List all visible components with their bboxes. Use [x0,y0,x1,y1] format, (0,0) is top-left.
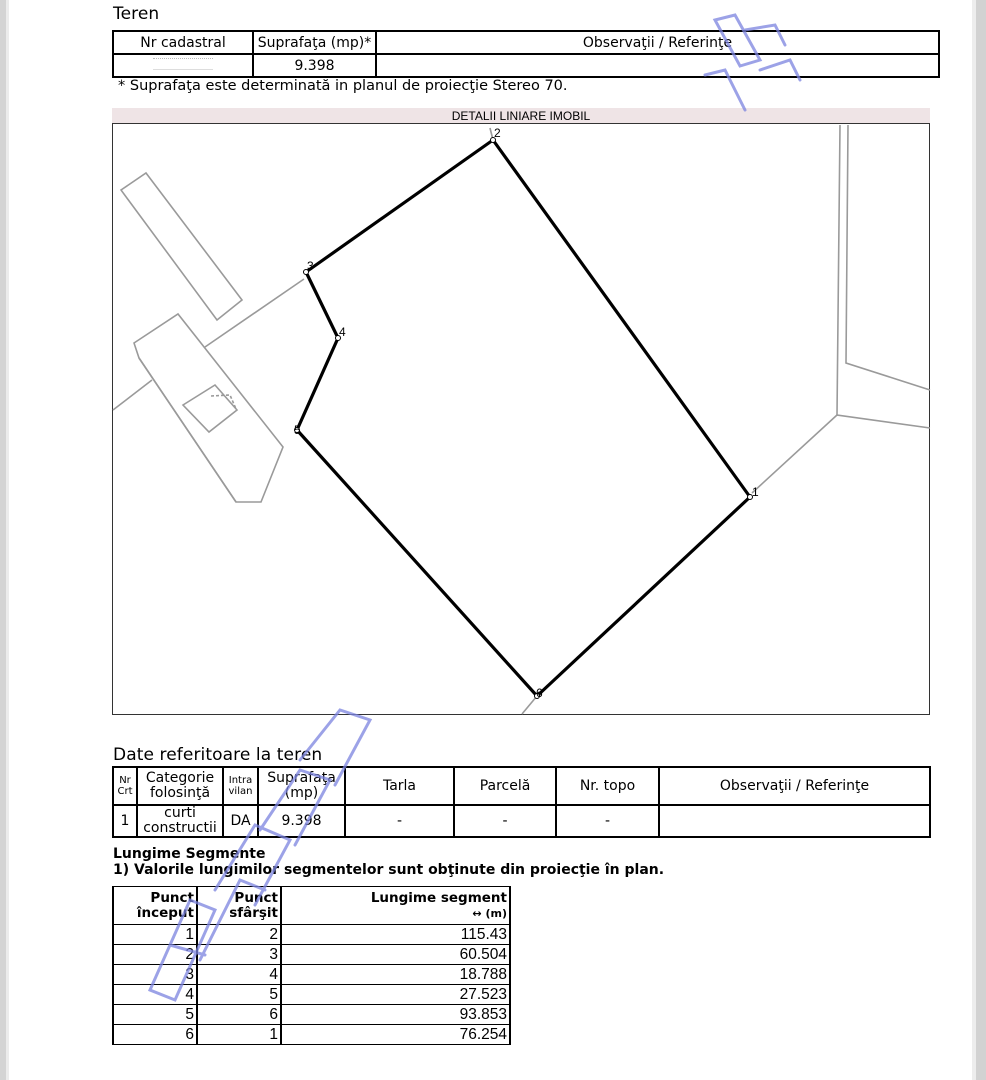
cell-intravilan: DA [223,805,258,837]
cell-categorie: curti constructii [137,805,223,837]
header-tarla: Tarla [345,767,454,805]
segment-lengths-table [112,886,511,1045]
point-label-2: 2 [494,126,501,140]
header-punct-inceput: Punct început [113,887,197,925]
cell-nr-crt: 1 [113,805,137,837]
point-label-1: 1 [752,485,759,499]
cell-suprafata: 9.398 [258,805,345,837]
header-lungime-segment: Lungime segment ↔ (m) [281,887,510,925]
header-nr-cadastral: Nr cadastral [113,31,253,54]
header-intravilan: Intra vilan [223,767,258,805]
header-observatii: Observaţii / Referinţe [376,31,939,54]
table-row: 2 3 60.504 [113,945,510,965]
header-suprafata: Suprafaţa (mp) [258,767,345,805]
header-nr-crt: Nr Crt [113,767,137,805]
table-row: 3 4 18.788 [113,965,510,985]
section-title-lungime-segmente: Lungime Segmente [113,846,266,862]
header-categorie: Categorie folosinţă [137,767,223,805]
segment-note: 1) Valorile lungimilor segmentelor sunt obţinute din proiecţie în plan. [113,862,665,878]
header-nr-topo: Nr. topo [556,767,659,805]
table-row: 4 5 27.523 [113,985,510,1005]
point-label-3: 3 [307,259,314,273]
point-label-5: 5 [294,423,301,437]
neighbouring-buildings [113,125,930,714]
header-parcela: Parcelă [454,767,556,805]
point-label-6: 6 [536,686,543,700]
cell-nr-topo: - [556,805,659,837]
table-row: 6 1 76.254 [113,1025,510,1045]
plot-header: DETALII LINIARE IMOBIL [112,108,930,123]
date-teren-table [112,766,931,838]
header-observatii: Observaţii / Referinţe [659,767,930,805]
suprafata-footnote: * Suprafaţa este determinată in planul de proiecţie Stereo 70. [118,78,568,94]
length-arrow-icon: ↔ [472,906,482,920]
parcel-boundary [297,140,750,696]
cell-observatii [659,805,930,837]
header-suprafata: Suprafaţa (mp)* [253,31,376,54]
cell-parcela: - [454,805,556,837]
section-title-date-teren: Date referitoare la teren [113,745,323,765]
cell-suprafata: 9.398 [253,54,376,77]
point-label-4: 4 [339,325,346,339]
cell-tarla: - [345,805,454,837]
header-punct-sfarsit: Punct sfârşit [197,887,281,925]
table-row: 1 2 115.43 [113,925,510,945]
table-row: 5 6 93.853 [113,1005,510,1025]
section-title-teren: Teren [113,4,160,24]
